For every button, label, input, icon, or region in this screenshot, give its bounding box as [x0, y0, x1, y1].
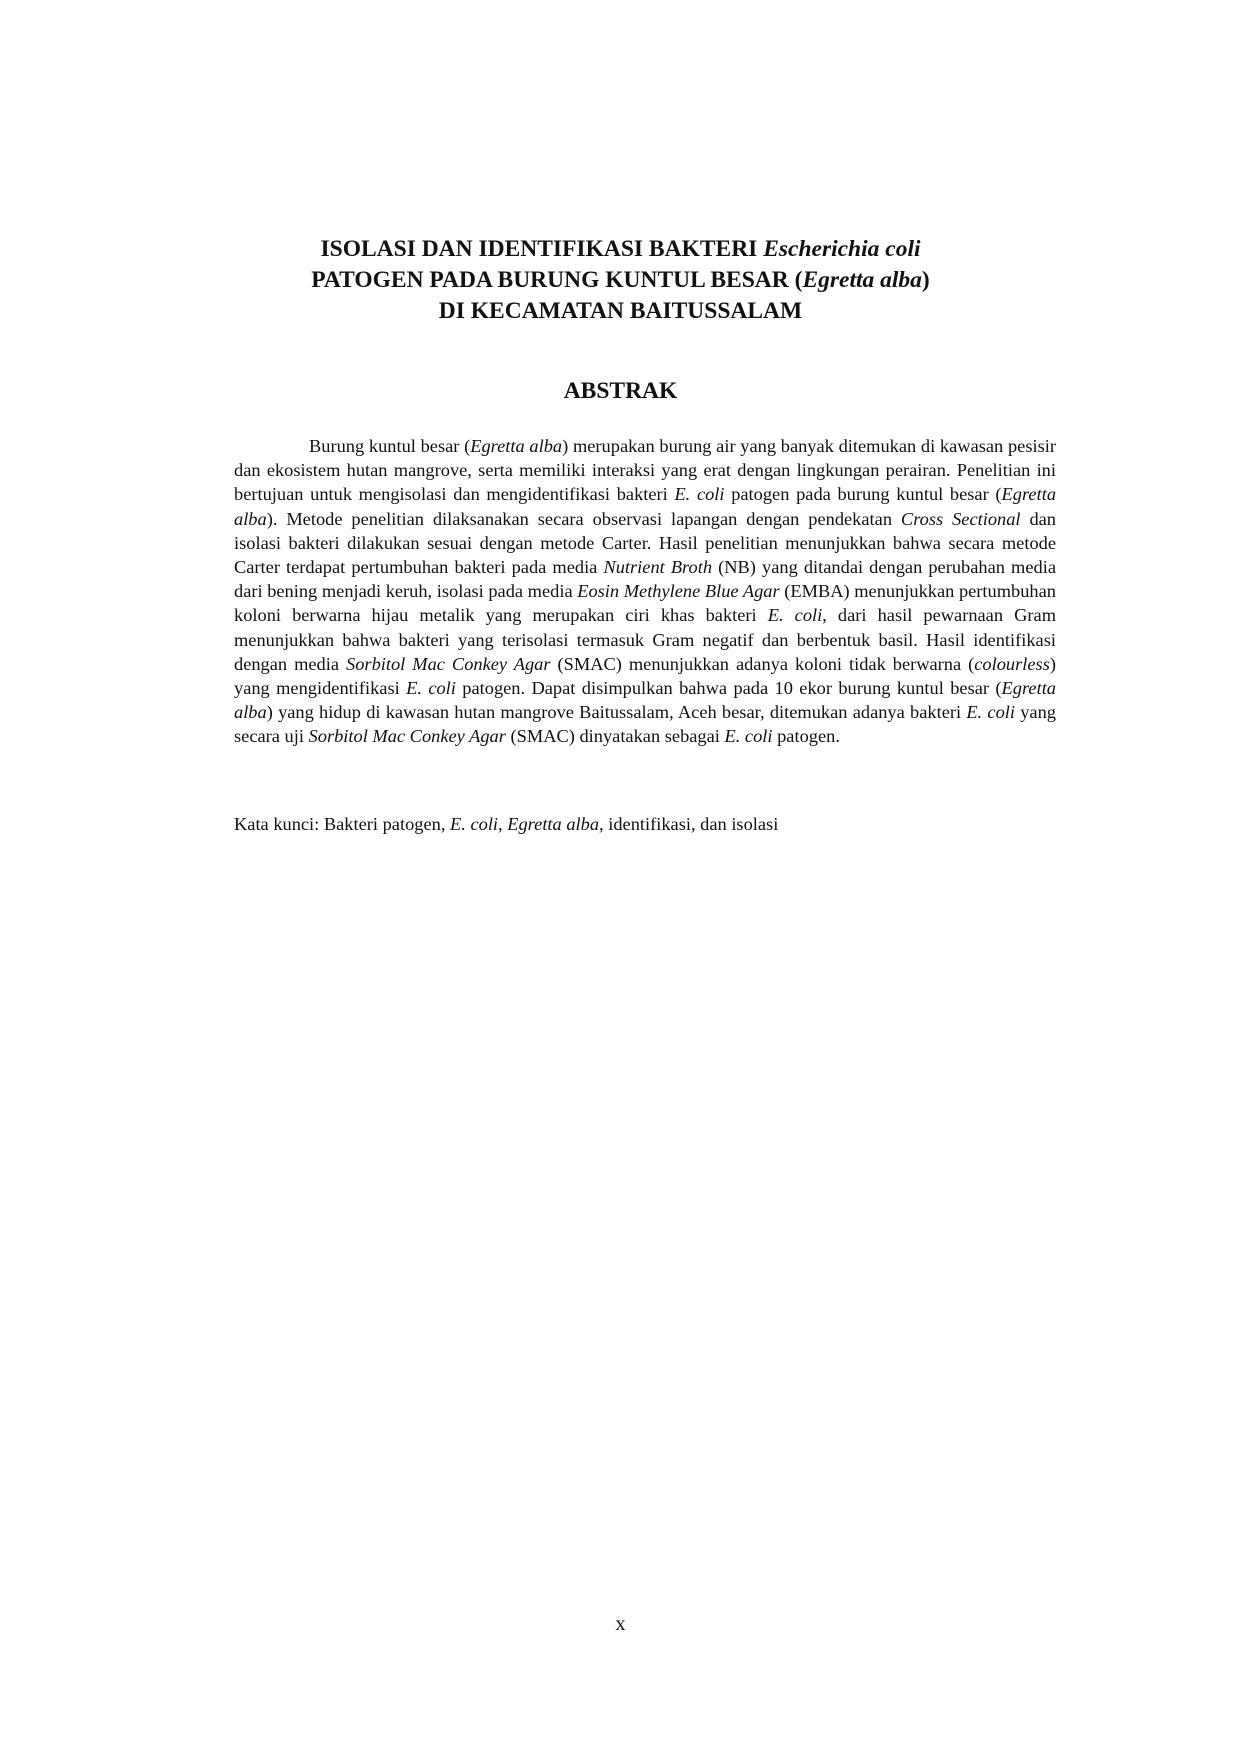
title-line-1: ISOLASI DAN IDENTIFIKASI BAKTERI Escherichia coli	[320, 236, 921, 262]
abstract-italic-term: Sorbitol Mac Conkey Agar	[346, 653, 551, 674]
abstract-text-run: dan isolasi bakteri dilakukan sesuai dengan metode Carter. Hasil penelitian menunjukkan bahwa secara metode Carter terdapat pertumbuhan bakteri pada media	[234, 508, 1056, 578]
abstract-text-run: Burung kuntul besar (	[309, 436, 471, 456]
abstract-italic-term: E. coli	[767, 605, 823, 626]
abstract-italic-term: Egretta alba	[470, 436, 563, 456]
title-line-3: DI KECAMATAN BAITUSSALAM	[438, 298, 803, 324]
abstract-text-run: patogen pada burung kuntul besar (	[724, 484, 1002, 505]
abstract-text-run: , dari hasil pewarnaan Gram menunjukkan bahwa bakteri yang terisolasi termasuk Gram negatif dan berbentuk basil. Hasil identifikasi dengan media	[234, 605, 1056, 674]
abstract-text-run: ). Metode penelitian dilaksanakan secara observasi lapangan dengan pendekatan	[266, 508, 901, 529]
abstract-text-run: (NB) yang ditandai dengan perubahan media dari bening menjadi keruh, isolasi pada media	[234, 557, 1056, 602]
abstract-italic-term: Nutrient Broth	[603, 557, 713, 578]
abstract-italic-term: Egretta alba	[234, 484, 1057, 529]
abstract-text-run: ) merupakan burung air yang banyak ditemukan di kawasan pesisir dan ekosistem hutan mangrove, serta memiliki interaksi yang erat dengan lingkungan perairan. Penelitian ini bertujuan untuk mengisolasi dan mengidentifikasi bakteri	[234, 436, 1056, 505]
document-title	[0, 234, 1241, 327]
abstract-paragraph	[234, 434, 1056, 749]
page-number: x	[615, 1613, 626, 1635]
title-line-2: PATOGEN PADA BURUNG KUNTUL BESAR (Egretta alba)	[311, 267, 930, 293]
abstract-text-run: ) yang hidup di kawasan hutan mangrove Baitussalam, Aceh besar, ditemukan adanya bakteri	[266, 702, 967, 723]
abstract-text-run: (SMAC) menunjukkan adanya koloni tidak berwarna (	[550, 653, 975, 674]
keywords-line: Kata kunci: Bakteri patogen, E. coli, Egretta alba, identifikasi, dan isolasi	[234, 814, 779, 834]
abstract-italic-term: E. coli	[674, 484, 725, 505]
abstract-italic-term: E. coli	[406, 678, 456, 699]
abstract-text-run: patogen. Dapat disimpulkan bahwa pada 10 ekor burung kuntul besar (	[455, 678, 1002, 699]
abstract-italic-term: Egretta alba	[234, 678, 1056, 723]
abstract-text-run: patogen.	[772, 726, 840, 747]
abstract-italic-term: Eosin Methylene Blue Agar	[577, 581, 780, 602]
abstract-text-run: (EMBA) menunjukkan pertumbuhan koloni berwarna hijau metalik yang merupakan ciri khas bakteri	[234, 581, 1056, 626]
abstract-heading: ABSTRAK	[563, 378, 678, 404]
abstract-text-run: ) yang mengidentifikasi	[234, 653, 1056, 699]
abstract-italic-term: Sorbitol Mac Conkey Agar	[308, 726, 506, 747]
abstract-text-run: (SMAC) dinyatakan sebagai	[505, 726, 725, 747]
abstract-italic-term: E. coli	[966, 702, 1015, 723]
abstract-text-run: yang secara uji	[234, 702, 1056, 747]
abstract-italic-term: Cross Sectional	[900, 508, 1021, 529]
abstract-italic-term: colourless	[974, 653, 1050, 674]
abstract-italic-term: E. coli	[724, 726, 773, 747]
